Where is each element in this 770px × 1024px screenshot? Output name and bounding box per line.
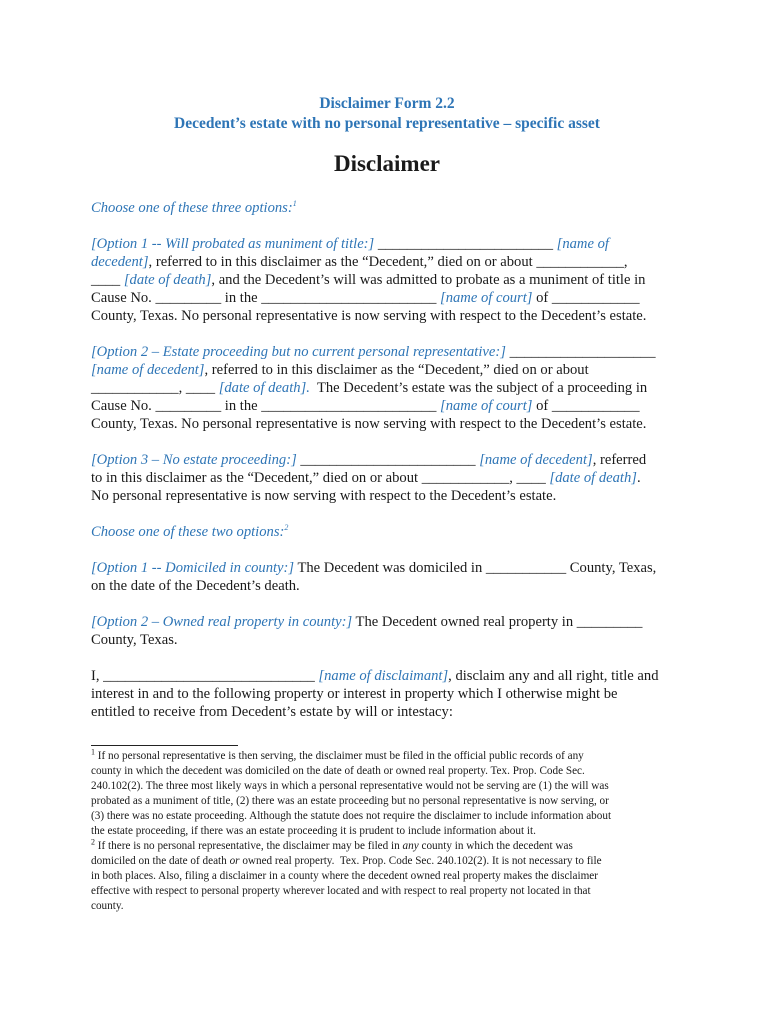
footnote-1: $^1$ If no personal representative is then serving, the disclaimer must be filed in the official public records of any county in which the decedent was domiciled on the date of death or owned real property. Tex. Prop. Code Sec. 240.102(2). The three most likely ways in which a personal representative would not be serving are (1) the will was probated as a muniment of title, (2) there was an estate proceeding but no personal representative is now serving, or (3) there was no estate proceeding. Although the statute does not require the disclaimer to include information about the estate proceeding, if there was an estate proceeding it is prudent to include information about it. bbox=[91, 747, 612, 837]
domicile-option-1-label: [Option 1 -- Domiciled in county:] bbox=[91, 560, 295, 576]
option-1-label: [Option 1 -- Will probated as muniment of title:] bbox=[91, 236, 375, 252]
footnote-ref-1: 1 bbox=[292, 199, 297, 209]
option-1-muniment: [Option 1 -- Will probated as muniment of title:] ________________________ [name of decedent], referred to in this disclaimer as the “Decedent,” died on or about ____________, ____ [date of death], and the Decedent’s will was admitted to probate as a muniment of title in Cause No. _________ in the ________________________ [name of court] of ____________ County, Texas. No personal representative is now serving with respect to the Decedent’s estate. bbox=[91, 236, 647, 324]
choose-three-options: Choose one of these three options:$^1$ bbox=[91, 199, 297, 216]
option-3-no-proceeding: [Option 3 – No estate proceeding:] ________________________ [name of decedent], referred to in this disclaimer as the “Decedent,” died on or about ____________, ____ [date of death]. No personal representative is now serving with respect to the Decedent’s estate. bbox=[91, 452, 647, 504]
document-body bbox=[91, 94, 683, 914]
form-subtitle: Decedent’s estate with no personal representative – specific asset bbox=[174, 115, 600, 132]
domicile-option-1: [Option 1 -- Domiciled in county:] The Decedent was domiciled in ___________ County, Texas, on the date of the Decedent’s death. bbox=[91, 560, 657, 594]
disclaimer-statement: I, _____________________________ [name of disclaimant], disclaim any and all right, title and interest in and to the following property or interest in property which I otherwise might be entitled to receive from Decedent’s estate by will or intestacy: bbox=[91, 668, 659, 720]
footnote-2: $^2$ If there is no personal representative, the disclaimer may be filed in any county in which the decedent was domiciled on the date of death or owned real property. Tex. Prop. Code Sec. 240.102(2). It is not necessary to file in both places. Also, filing a disclaimer in a county where the decedent owned real property makes the disclaimer effective with respect to personal property wherever located and with respect to real property not located in that county. bbox=[91, 837, 602, 912]
footnote-divider bbox=[91, 745, 238, 746]
option-3-label: [Option 3 – No estate proceeding:] bbox=[91, 452, 297, 468]
form-title: Disclaimer Form 2.2 Decedent’s estate with no personal representative – specific asset bbox=[91, 94, 683, 134]
option-2-label: [Option 2 – Estate proceeding but no current personal representative:] bbox=[91, 344, 506, 360]
page-title: Disclaimer bbox=[333, 151, 440, 176]
choose-two-options: Choose one of these two options:$^2$ bbox=[91, 523, 289, 540]
domicile-option-2-label: [Option 2 – Owned real property in county:] bbox=[91, 614, 353, 630]
footnote-ref-2: 2 bbox=[284, 523, 289, 533]
domicile-option-2: [Option 2 – Owned real property in county:] The Decedent owned real property in _________ County, Texas. bbox=[91, 614, 643, 648]
option-2-estate-proceeding: [Option 2 – Estate proceeding but no current personal representative:] ____________________ [name of decedent], referred to in this disclaimer as the “Decedent,” died on or about ____________, ____ [date of death]. The Decedent’s estate was the subject of a proceeding in Cause No. _________ in the ________________________ [name of court] of ____________ County, Texas. No personal representative is now serving with respect to the Decedent’s estate. bbox=[91, 344, 656, 432]
